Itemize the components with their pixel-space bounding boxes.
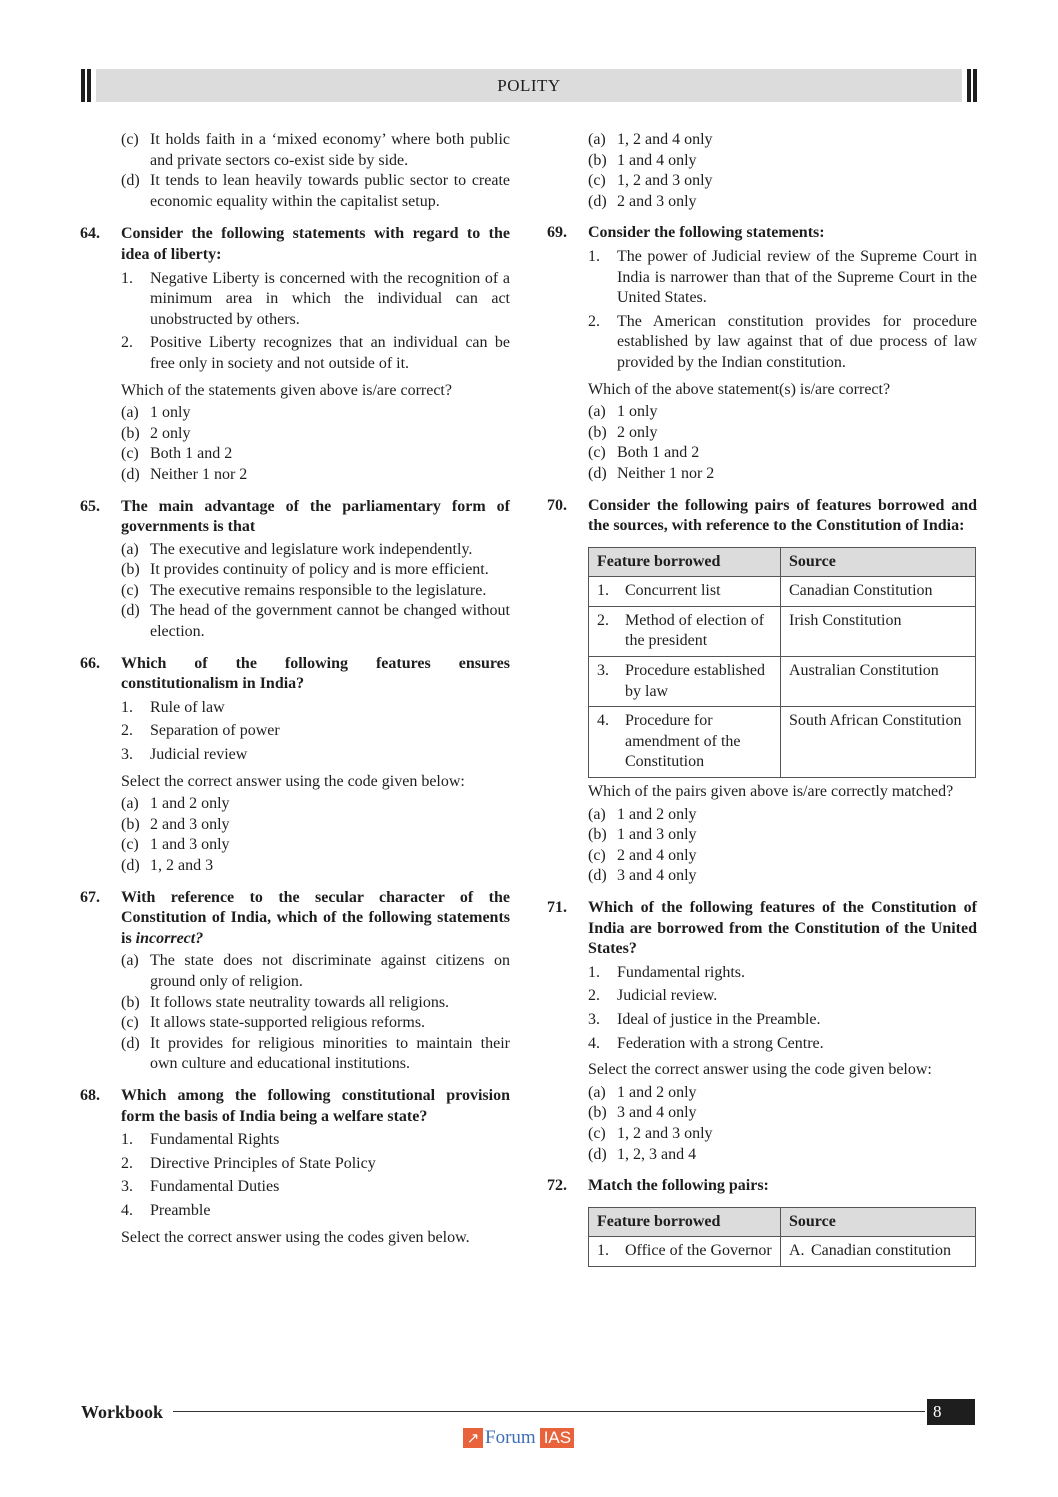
question-text: The main advantage of the parliamentary form of governments is that [121,497,510,536]
header-title: POLITY [96,69,962,102]
question-number: 64. [80,225,100,243]
table-row: 1. Office of the Governor A. Canadian constitution [589,1237,976,1267]
option: (c) 1, 2 and 3 only [588,1124,713,1142]
question-text: Which of the following features of the Constitution of India are borrowed from the Constitution of the United States? [588,899,977,958]
statement: 3. Ideal of justice in the Preamble. [588,1010,821,1028]
option: (b) It provides continuity of policy and is more efficient. [121,561,489,579]
statement: 1. Fundamental rights. [588,963,745,981]
footer-rule [173,1411,925,1412]
option: (a) 1 and 2 only [588,805,697,823]
statement: 2. Separation of power [121,722,280,740]
question-prompt: Select the correct answer using the codes given below. [121,1228,470,1246]
option: (d) The head of the government cannot be changed without election. [121,602,510,641]
page-footer [81,1399,977,1425]
question-66 [80,654,510,877]
question-prompt: Which of the pairs given above is/are correctly matched? [588,783,954,801]
left-column [80,130,510,1250]
question-71 [547,898,977,1165]
column-header: Source [781,547,976,577]
pairs-table [588,547,976,778]
question-number: 72. [547,1177,567,1195]
question-number: 65. [80,497,100,515]
option: (c) 1 and 3 only [121,836,230,854]
table-row: 1. Concurrent list Canadian Constitution [589,577,976,607]
option: (d) Neither 1 nor 2 [121,465,248,483]
question-text: With reference to the secular character of the Constitution of India, which of the following statements is incorrect? [121,888,510,947]
feature-cell: Procedure established by law [625,662,765,700]
option: (c) It holds faith in a ‘mixed economy’ where both public and private sectors co-exist side by side. [121,131,510,169]
source-cell: Canadian Constitution [781,577,976,607]
statement: 1. The power of Judicial review of the Supreme Court in India is narrower than that of the Supreme Court in the United States. [588,247,977,307]
option: (c) The executive remains responsible to the legislature. [121,581,487,599]
question-64 [80,224,510,485]
right-column [547,130,977,1271]
page-header [81,69,977,102]
question-prompt: Which of the above statement(s) is/are correct? [588,380,891,398]
option: (d) 2 and 3 only [588,192,697,210]
question-number: 69. [547,224,567,242]
option: (a) The executive and legislature work independently. [121,540,473,558]
option: (c) 2 and 4 only [588,846,697,864]
table-row: 3. Procedure established by law Australian Constitution [589,657,976,707]
question-67 [80,888,510,1075]
question-prompt: Which of the statements given above is/are correct? [121,381,452,399]
table-row: 2. Method of election of the president Irish Constitution [589,606,976,656]
source-cell: South African Constitution [781,707,976,778]
option: (b) 2 only [121,424,191,442]
header-bars-left [81,69,93,102]
question-69 [547,223,977,484]
q68-continued-options [588,130,977,212]
option: (c) It allows state-supported religious reforms. [121,1014,426,1032]
question-text: Match the following pairs: [588,1177,769,1195]
column-header: Source [781,1207,976,1237]
option: (a) 1 only [121,404,191,422]
forumias-logo [463,1428,574,1448]
question-text: Which among the following constitutional provision form the basis of India being a welfare state? [121,1086,510,1125]
statement: 3. Fundamental Duties [121,1178,280,1196]
option: (c) Both 1 and 2 [121,445,233,463]
question-text: Consider the following pairs of features borrowed and the sources, with reference to the Constitution of India: [588,496,977,535]
pairs-table [588,1207,976,1267]
option: (a) 1, 2 and 4 only [588,131,713,148]
statement: 2. Positive Liberty recognizes that an individual can be free only in society and not outside of it. [121,334,510,372]
option: (b) 3 and 4 only [588,1104,697,1122]
question-text: Which of the following features ensures constitutionalism in India? [121,654,510,693]
option: (a) 1 and 2 only [121,795,230,813]
statement: 4. Preamble [121,1201,211,1219]
question-number: 70. [547,496,567,514]
table-header-row [589,547,976,577]
arrow-up-right-icon: ↗ [463,1428,483,1448]
option: (b) 2 only [588,423,658,441]
option: (c) 1, 2 and 3 only [588,172,713,190]
option: (d) It tends to lean heavily towards public sector to create economic equality within the capitalist setup. [121,172,510,210]
question-number: 67. [80,888,100,906]
table-header-row [589,1207,976,1237]
option: (b) 1 and 4 only [588,151,697,169]
statement: 2. Directive Principles of State Policy [121,1154,376,1172]
question-prompt: Select the correct answer using the code given below: [121,772,465,790]
column-header: Feature borrowed [589,1207,781,1237]
source-cell: Canadian constitution [811,1242,951,1260]
table-row: 4. Procedure for amendment of the Constitution South African Constitution [589,707,976,778]
page-number: 8 [927,1399,975,1425]
option: (a) 1 only [588,403,658,421]
question-68 [80,1086,510,1248]
option: (d) It provides for religious minorities to maintain their own culture and educational institutions. [121,1034,510,1073]
option: (d) 3 and 4 only [588,867,697,885]
statement: 2. The American constitution provides for procedure established by law against that of due process of law provided by the Indian constitution. [588,312,977,371]
question-70 [547,496,977,888]
footer-label: Workbook [81,1399,167,1425]
emphasis-incorrect: incorrect? [135,929,204,947]
statement: 1. Negative Liberty is concerned with the recognition of a minimum area in which the individual can act unobstructed by others. [121,269,510,328]
feature-cell: Method of election of the president [625,611,765,650]
option: (a) 1 and 2 only [588,1083,697,1101]
q63-continued-options [121,130,510,212]
statement: 4. Federation with a strong Centre. [588,1034,824,1052]
feature-cell: Procedure for amendment of the Constitution [625,712,741,771]
option: (d) 1, 2 and 3 [121,857,214,874]
source-cell: Australian Constitution [781,657,976,707]
question-text: Consider the following statements with regard to the idea of liberty: [121,225,510,263]
question-65 [80,497,510,643]
question-72 [547,1176,977,1267]
option: (c) Both 1 and 2 [588,444,700,462]
option: (d) Neither 1 nor 2 [588,464,715,482]
option: (d) 1, 2, 3 and 4 [588,1145,697,1163]
statement: 2. Judicial review. [588,987,718,1005]
feature-cell: Office of the Governor [625,1242,772,1260]
logo-forum-text: Forum [485,1427,536,1448]
option: (b) 1 and 3 only [588,826,697,844]
question-text: Consider the following statements: [588,224,825,242]
question-prompt: Select the correct answer using the code given below: [588,1061,932,1079]
source-cell: Irish Constitution [781,606,976,656]
question-number: 71. [547,899,567,916]
question-number: 68. [80,1086,100,1104]
header-bars-right [965,69,977,102]
statement: 3. Judicial review [121,746,248,764]
question-number: 66. [80,654,100,672]
column-header: Feature borrowed [589,547,781,577]
logo-ias-text: IAS [538,1428,574,1448]
option: (b) It follows state neutrality towards all religions. [121,993,450,1011]
option: (b) 2 and 3 only [121,815,230,833]
statement: 1. Rule of law [121,698,225,716]
option: (a) The state does not discriminate against citizens on ground only of religion. [121,952,510,990]
statement: 1. Fundamental Rights [121,1131,280,1149]
feature-cell: Concurrent list [625,582,721,600]
